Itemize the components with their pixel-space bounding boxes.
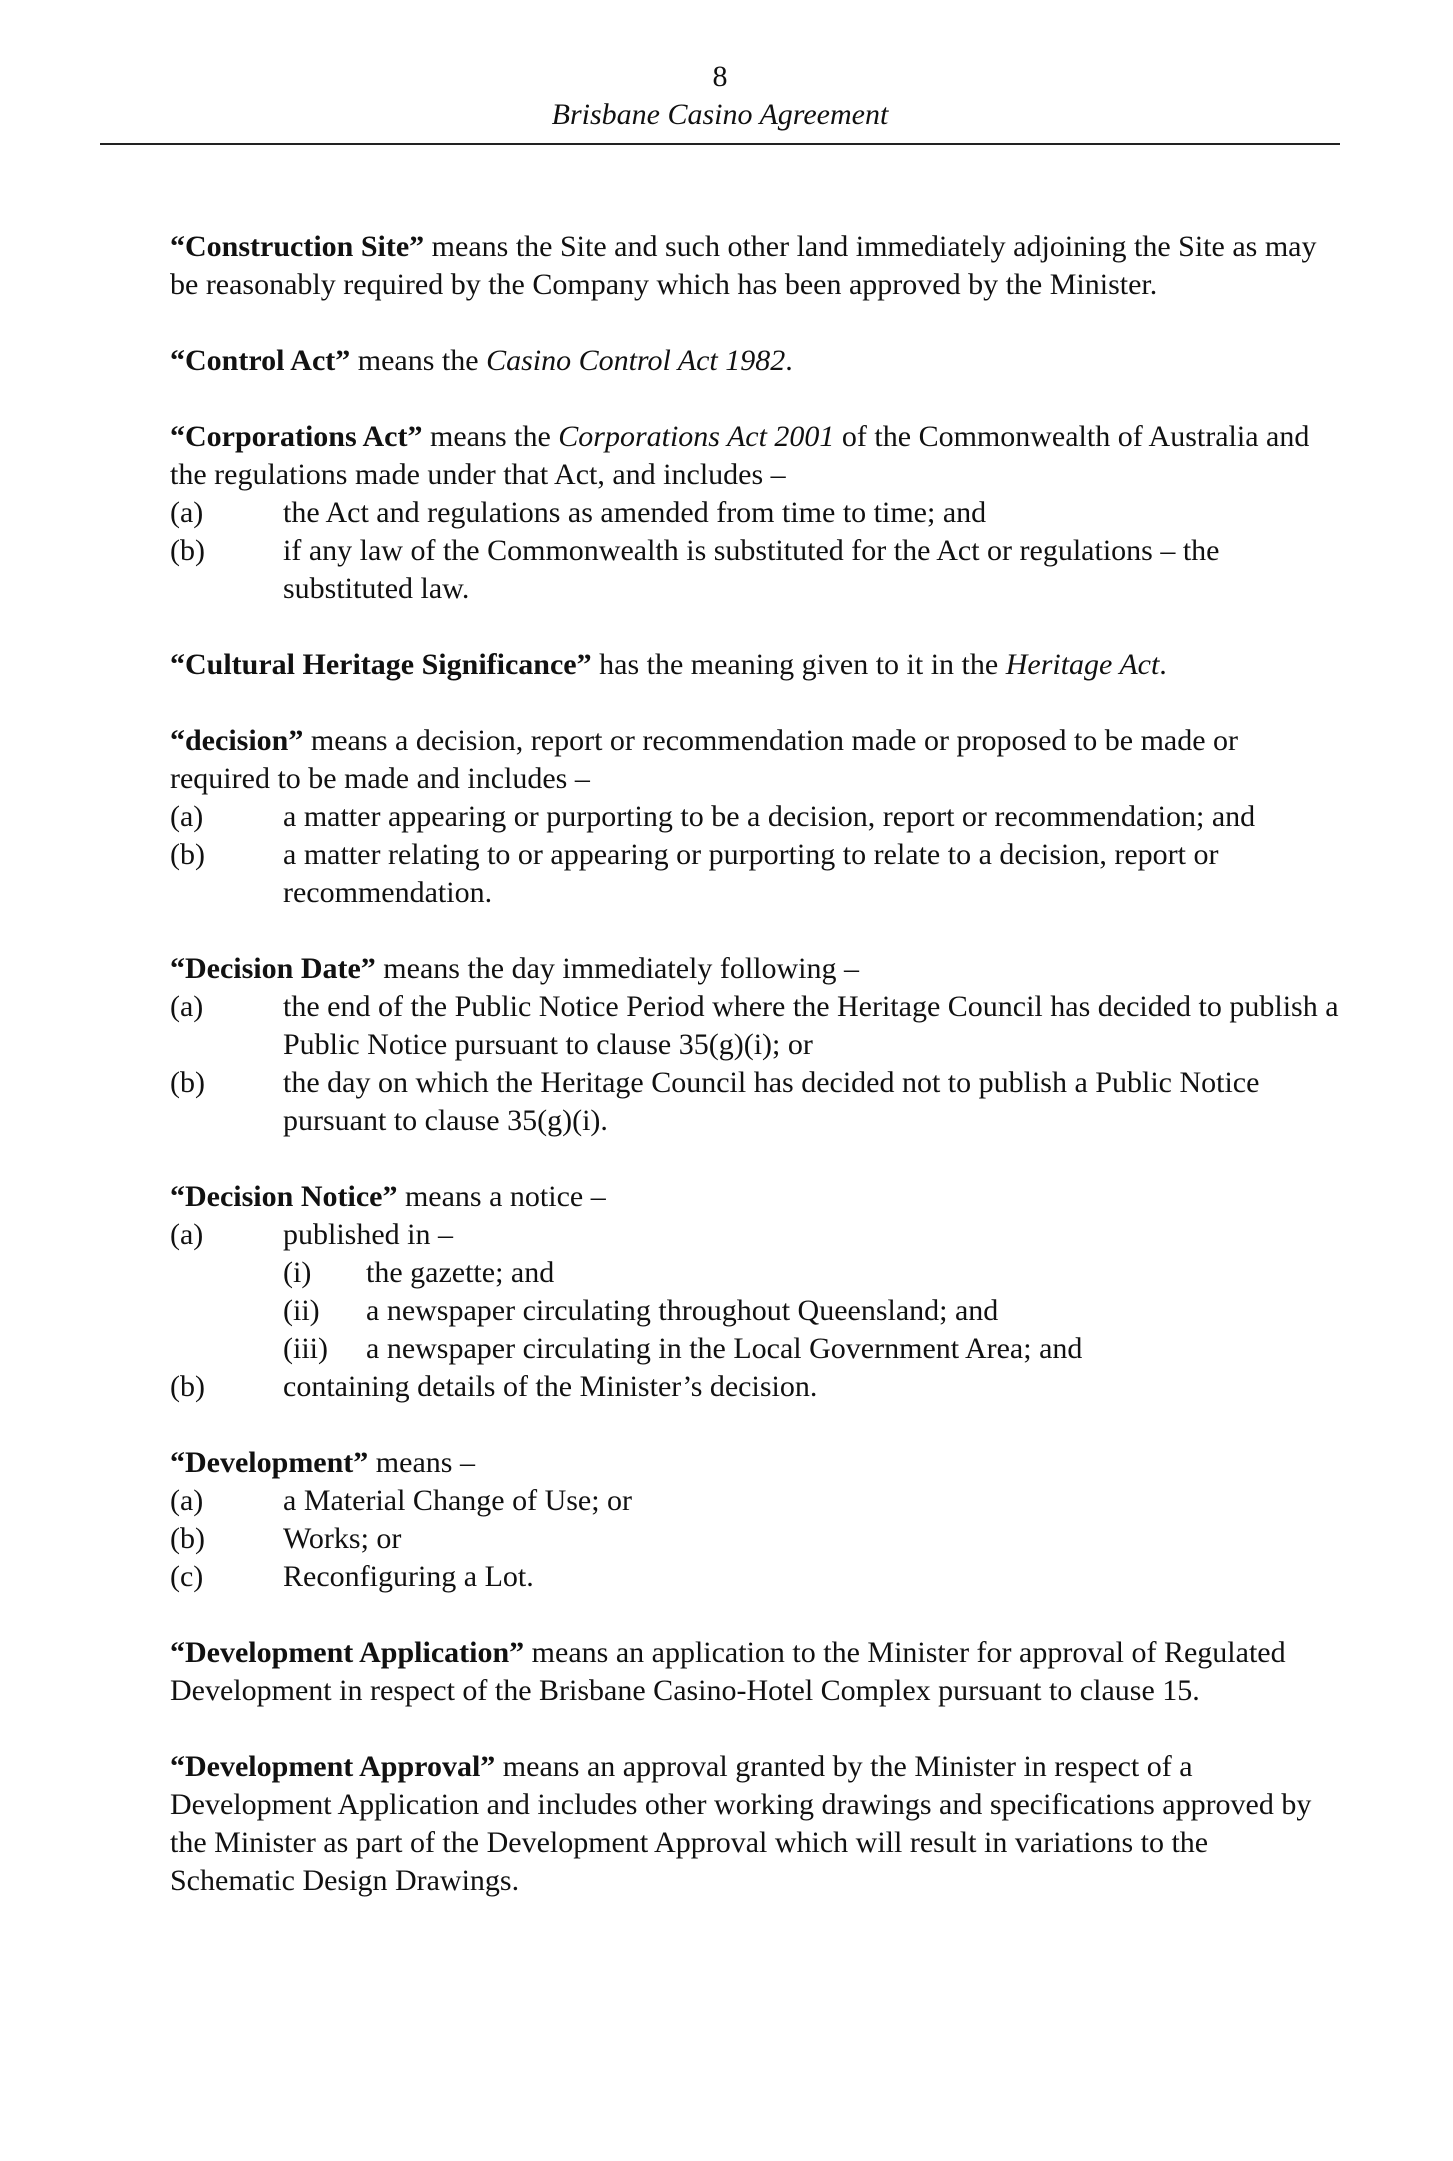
act-title: Casino Control Act 1982 <box>486 344 786 377</box>
definition-term: “Decision Date” <box>170 952 376 985</box>
list-item <box>170 1482 1340 1520</box>
definition <box>170 1748 1340 1900</box>
definition <box>170 228 1340 304</box>
definition-text: means an approval granted by the Minister in respect of a Development Application and includes other working drawings and specifications approved by the Minister as part of the Development Approval which will result in variations to the Schematic Design Drawings. <box>170 1750 1312 1897</box>
running-title: Brisbane Casino Agreement <box>551 98 889 131</box>
definition-text: means the day immediately following – <box>375 952 860 985</box>
list-item <box>170 836 1340 912</box>
definition-term: “Control Act” <box>170 344 351 377</box>
list-marker: (c) <box>170 1560 204 1593</box>
list-item <box>170 798 1340 836</box>
list-item-text: if any law of the Commonwealth is substituted for the Act or regulations – the substituted law. <box>283 534 1220 605</box>
definition <box>170 1178 1340 1406</box>
definition-term: “Cultural Heritage Significance” <box>170 648 592 681</box>
list-item <box>170 532 1340 608</box>
definition-paragraph <box>170 950 1340 988</box>
list-item-text: the Act and regulations as amended from time to time; and <box>283 496 987 529</box>
definition-text: means the <box>350 344 487 377</box>
definition-text: means a notice – <box>397 1180 606 1213</box>
list-item-text: a matter relating to or appearing or purporting to relate to a decision, report or recommendation. <box>283 838 1219 909</box>
definition-paragraph <box>170 228 1340 304</box>
definition-paragraph <box>170 646 1340 684</box>
list-item-text: Reconfiguring a Lot. <box>283 1560 534 1593</box>
definition-term: “Construction Site” <box>170 230 425 263</box>
list-item-text: Works; or <box>283 1522 402 1555</box>
definition <box>170 646 1340 684</box>
definition-text-continued: of the Commonwealth of Australia and the regulations made under that Act, and includes – <box>170 420 1310 491</box>
page-number: 8 <box>712 60 728 93</box>
list-item <box>170 1520 1340 1558</box>
definition-paragraph <box>170 342 1340 380</box>
sub-list-item <box>170 1330 1340 1368</box>
definition-term: “Development Application” <box>170 1636 525 1669</box>
definition-text: means the <box>422 420 559 453</box>
act-title: Corporations Act 2001 <box>558 420 835 453</box>
definition-text: means the Site and such other land immediately adjoining the Site as may be reasonably required by the Company which has been approved by the Minister. <box>170 230 1317 301</box>
list-marker: (ii) <box>283 1294 320 1327</box>
definition-text: means a decision, report or recommendation made or proposed to be made or required to be made and includes – <box>170 724 1239 795</box>
definitions-body <box>170 228 1340 1938</box>
list-item-text: the gazette; and <box>366 1256 555 1289</box>
list-item-text: published in – <box>283 1218 453 1251</box>
list-item-text: a newspaper circulating in the Local Government Area; and <box>366 1332 1083 1365</box>
definition-text: has the meaning given to it in the <box>591 648 1006 681</box>
list-marker: (a) <box>170 1484 204 1517</box>
definition-term: “decision” <box>170 724 304 757</box>
header-rule <box>100 143 1340 145</box>
definition-text-continued: . <box>1159 648 1167 681</box>
list-marker: (a) <box>170 800 204 833</box>
list-marker: (i) <box>283 1256 312 1289</box>
definition-term: “Development Approval” <box>170 1750 496 1783</box>
list-item-text: a Material Change of Use; or <box>283 1484 633 1517</box>
list-marker: (a) <box>170 990 204 1023</box>
list-marker: (b) <box>170 838 205 871</box>
list-item-text: the day on which the Heritage Council has decided not to publish a Public Notice pursuant to clause 35(g)(i). <box>283 1066 1260 1137</box>
list-marker: (iii) <box>283 1332 328 1365</box>
definition-text: means an application to the Minister for approval of Regulated Development in respect of the Brisbane Casino-Hotel Complex pursuant to clause 15. <box>170 1636 1286 1707</box>
list-item <box>170 1064 1340 1140</box>
definition-term: “Decision Notice” <box>170 1180 398 1213</box>
list-item-text: a matter appearing or purporting to be a decision, report or recommendation; and <box>283 800 1256 833</box>
definition-term: “Development” <box>170 1446 369 1479</box>
list-item <box>170 1368 1340 1406</box>
sub-list-item <box>170 1292 1340 1330</box>
list-item-text: containing details of the Minister’s decision. <box>283 1370 818 1403</box>
sub-list-item <box>170 1254 1340 1292</box>
definition-paragraph <box>170 722 1340 798</box>
definition-term: “Corporations Act” <box>170 420 423 453</box>
list-item <box>170 494 1340 532</box>
definition-paragraph <box>170 1444 1340 1482</box>
list-item-text: the end of the Public Notice Period where the Heritage Council has decided to publish a Public Notice pursuant to clause 35(g)(i); or <box>283 990 1339 1061</box>
definition <box>170 418 1340 608</box>
list-marker: (a) <box>170 1218 204 1251</box>
definition-paragraph <box>170 418 1340 494</box>
definition <box>170 1444 1340 1596</box>
definition <box>170 950 1340 1140</box>
list-marker: (b) <box>170 1370 205 1403</box>
list-item <box>170 1216 1340 1254</box>
definition <box>170 722 1340 912</box>
list-item-text: a newspaper circulating throughout Queensland; and <box>366 1294 999 1327</box>
definition <box>170 342 1340 380</box>
definition-text-continued: . <box>785 344 793 377</box>
list-item <box>170 988 1340 1064</box>
definition-paragraph <box>170 1178 1340 1216</box>
list-item <box>170 1558 1340 1596</box>
page-header <box>100 58 1340 134</box>
definition <box>170 1634 1340 1710</box>
list-marker: (a) <box>170 496 204 529</box>
list-marker: (b) <box>170 1066 205 1099</box>
list-marker: (b) <box>170 534 205 567</box>
act-title: Heritage Act <box>1005 648 1160 681</box>
definition-paragraph <box>170 1748 1340 1900</box>
definition-text: means – <box>368 1446 475 1479</box>
list-marker: (b) <box>170 1522 205 1555</box>
definition-paragraph <box>170 1634 1340 1710</box>
